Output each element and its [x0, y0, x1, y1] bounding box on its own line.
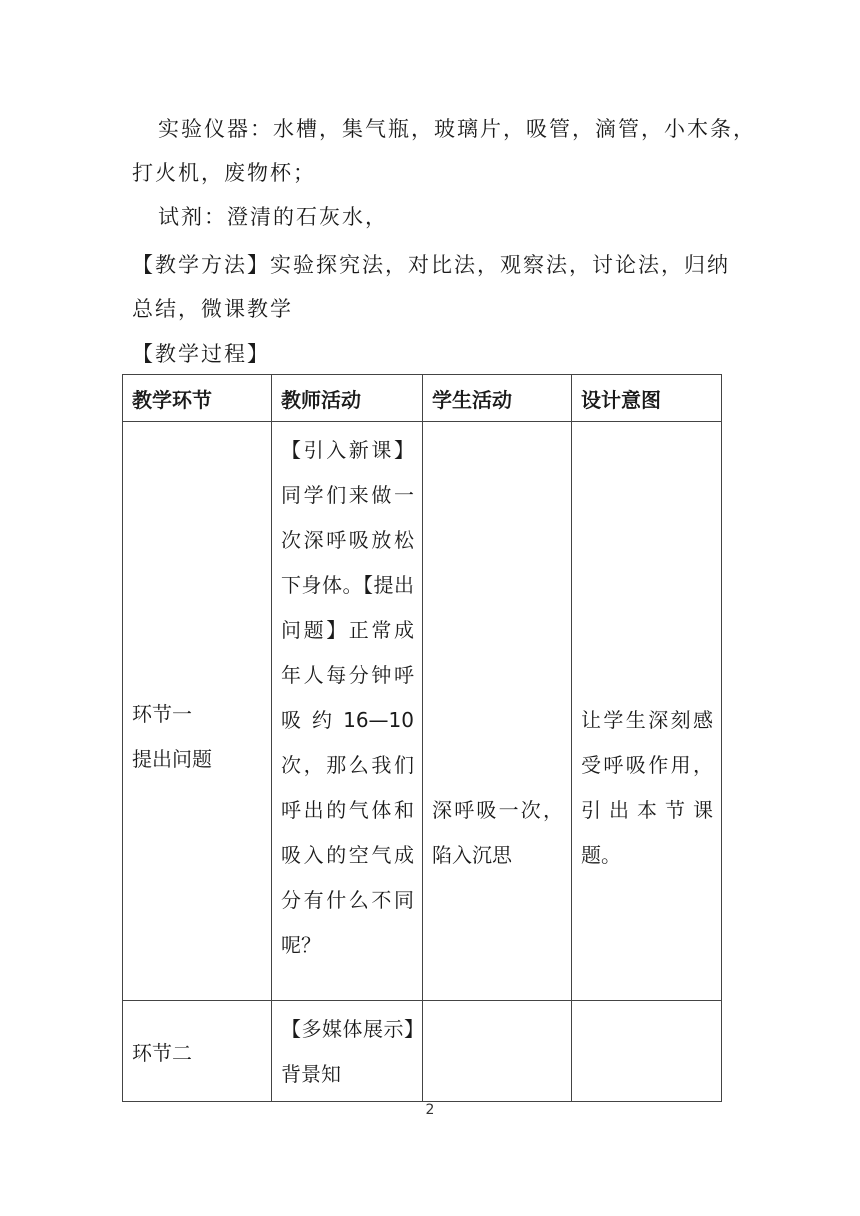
- process-heading: 【教学过程】: [132, 342, 270, 366]
- table-row: [123, 1001, 722, 1102]
- student-activity-text: 深呼吸一次，陷入沉思: [432, 798, 563, 867]
- header-stage: 教学环节: [123, 375, 272, 422]
- header-intent: 设计意图: [572, 375, 722, 422]
- stage-name: 环节一: [132, 702, 192, 726]
- table-row: [123, 422, 722, 1001]
- methods-line-cont: 总结，微课教学: [132, 297, 293, 321]
- stage-subtitle: 提出问题: [132, 747, 212, 771]
- equipment-line: 实验仪器：水槽，集气瓶，玻璃片，吸管，滴管，小木条，: [158, 117, 756, 141]
- page-number: 2: [425, 1102, 435, 1118]
- equipment-line-cont: 打火机，废物杯；: [132, 161, 316, 185]
- design-intent-cell: [572, 422, 722, 1001]
- lesson-table: [122, 374, 722, 1102]
- design-intent-text: [572, 1001, 721, 1007]
- teacher-activity-cell: [272, 422, 423, 1001]
- design-intent-cell: [572, 1001, 722, 1102]
- teacher-activity-cell: [272, 1001, 423, 1102]
- stage-cell: [123, 1001, 272, 1102]
- header-teacher: 教师活动: [272, 375, 423, 422]
- stage-cell: [123, 422, 272, 1001]
- design-intent-text: 让学生深刻感受呼吸作用，引出本节课题。: [581, 708, 713, 867]
- student-activity-cell: [423, 422, 572, 1001]
- teacher-activity-text: 【引入新课】同学们来做一次深呼吸放松下身体。【提出问题】正常成年人每分钟呼吸约16—10次，那么我们呼出的气体和吸入的空气成分有什么不同呢？: [281, 438, 414, 957]
- stage-name: 环节二: [132, 1041, 192, 1065]
- header-student: 学生活动: [423, 375, 572, 422]
- table-header-row: [123, 375, 722, 422]
- methods-line: 【教学方法】实验探究法，对比法，观察法，讨论法，归纳: [132, 253, 730, 277]
- teacher-activity-text: 【多媒体展示】背景知: [281, 1017, 414, 1086]
- student-activity-text: [423, 1001, 571, 1007]
- student-activity-cell: [423, 1001, 572, 1102]
- reagents-line: 试剂：澄清的石灰水，: [158, 205, 388, 229]
